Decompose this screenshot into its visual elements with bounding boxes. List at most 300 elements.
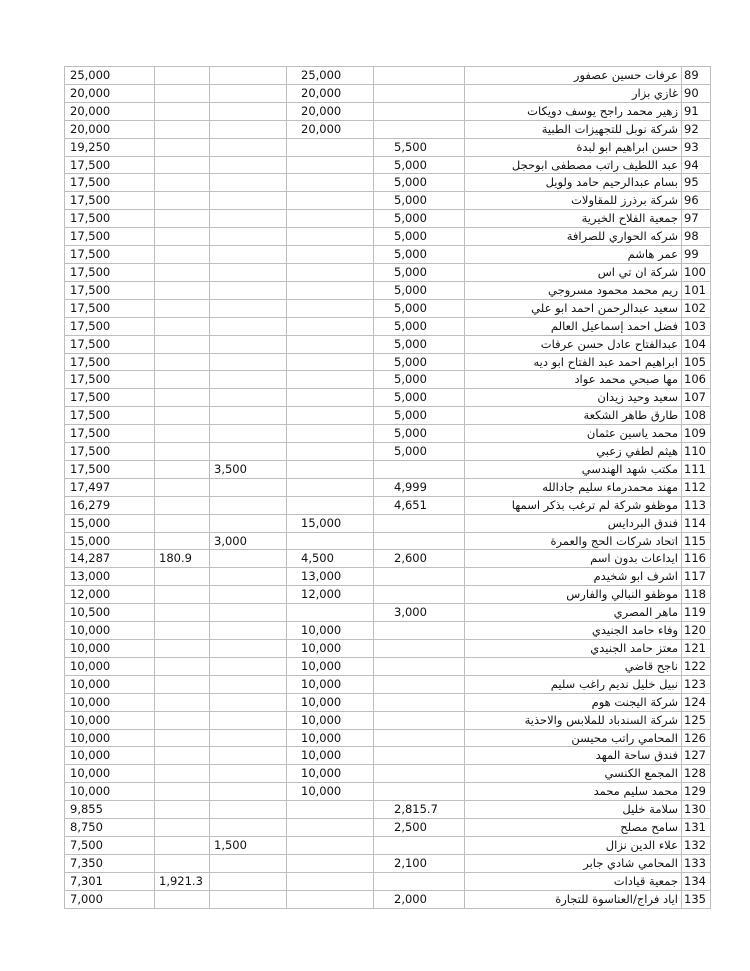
column-d-cell bbox=[155, 389, 210, 407]
total-amount-cell: 20,000 bbox=[65, 102, 155, 120]
table-row bbox=[65, 854, 711, 872]
donor-name-cell: زهير محمد راجح يوسف دويكات bbox=[465, 102, 682, 120]
donor-name-cell: ريم محمد محمود مسروجي bbox=[465, 281, 682, 299]
column-a-cell: 2,500 bbox=[374, 819, 465, 837]
column-d-cell bbox=[155, 335, 210, 353]
column-b-cell bbox=[287, 246, 374, 264]
column-a-cell bbox=[374, 622, 465, 640]
column-b-cell bbox=[287, 263, 374, 281]
column-d-cell bbox=[155, 353, 210, 371]
column-d-cell bbox=[155, 317, 210, 335]
column-d-cell bbox=[155, 460, 210, 478]
column-b-cell bbox=[287, 317, 374, 335]
row-number-cell: 125 bbox=[682, 711, 711, 729]
column-a-cell: 5,000 bbox=[374, 156, 465, 174]
column-d-cell bbox=[155, 890, 210, 908]
column-c-cell bbox=[210, 425, 287, 443]
table-row bbox=[65, 174, 711, 192]
donor-name-cell: حسن ابراهيم ابو لبدة bbox=[465, 138, 682, 156]
row-number-cell: 114 bbox=[682, 514, 711, 532]
total-amount-cell: 17,500 bbox=[65, 389, 155, 407]
column-b-cell bbox=[287, 604, 374, 622]
row-number-cell: 90 bbox=[682, 84, 711, 102]
column-c-cell bbox=[210, 478, 287, 496]
table-row bbox=[65, 872, 711, 890]
column-c-cell bbox=[210, 407, 287, 425]
row-number-cell: 121 bbox=[682, 640, 711, 658]
table-row bbox=[65, 246, 711, 264]
row-number-cell: 127 bbox=[682, 747, 711, 765]
column-b-cell: 12,000 bbox=[287, 586, 374, 604]
donor-name-cell: غازي بزار bbox=[465, 84, 682, 102]
column-b-cell: 20,000 bbox=[287, 120, 374, 138]
donor-name-cell: سعيد وحيد زيدان bbox=[465, 389, 682, 407]
column-c-cell bbox=[210, 586, 287, 604]
table-row bbox=[65, 532, 711, 550]
column-a-cell: 2,000 bbox=[374, 890, 465, 908]
column-a-cell bbox=[374, 836, 465, 854]
total-amount-cell: 17,500 bbox=[65, 353, 155, 371]
donor-name-cell: موظفو النبالي والفارس bbox=[465, 586, 682, 604]
donor-name-cell: ناجح قاضي bbox=[465, 657, 682, 675]
column-a-cell bbox=[374, 729, 465, 747]
column-b-cell bbox=[287, 532, 374, 550]
row-number-cell: 99 bbox=[682, 246, 711, 264]
column-a-cell: 5,000 bbox=[374, 210, 465, 228]
column-b-cell bbox=[287, 174, 374, 192]
column-a-cell bbox=[374, 640, 465, 658]
row-number-cell: 131 bbox=[682, 819, 711, 837]
donor-name-cell: ماهر المصري bbox=[465, 604, 682, 622]
column-c-cell bbox=[210, 174, 287, 192]
column-b-cell: 13,000 bbox=[287, 568, 374, 586]
column-a-cell: 5,000 bbox=[374, 353, 465, 371]
donor-name-cell: المحامي راتب محيسن bbox=[465, 729, 682, 747]
total-amount-cell: 25,000 bbox=[65, 67, 155, 85]
donor-name-cell: مها صبحي محمد عواد bbox=[465, 371, 682, 389]
donor-name-cell: جمعية الفلاح الخيرية bbox=[465, 210, 682, 228]
table-row bbox=[65, 496, 711, 514]
donor-name-cell: بسام عبدالرحيم حامد ولويل bbox=[465, 174, 682, 192]
donor-name-cell: ايداعات بدون اسم bbox=[465, 550, 682, 568]
column-d-cell bbox=[155, 586, 210, 604]
column-d-cell bbox=[155, 299, 210, 317]
column-d-cell bbox=[155, 747, 210, 765]
column-b-cell bbox=[287, 371, 374, 389]
table-row bbox=[65, 460, 711, 478]
column-c-cell bbox=[210, 622, 287, 640]
donor-name-cell: علاء الدين نزال bbox=[465, 836, 682, 854]
column-d-cell bbox=[155, 263, 210, 281]
donor-name-cell: شركة السندباد للملابس والاحذية bbox=[465, 711, 682, 729]
table-row bbox=[65, 640, 711, 658]
row-number-cell: 111 bbox=[682, 460, 711, 478]
donor-name-cell: هيثم لطفي زعبي bbox=[465, 443, 682, 461]
column-a-cell: 5,000 bbox=[374, 335, 465, 353]
table-row bbox=[65, 299, 711, 317]
column-b-cell: 10,000 bbox=[287, 711, 374, 729]
row-number-cell: 123 bbox=[682, 675, 711, 693]
total-amount-cell: 17,500 bbox=[65, 210, 155, 228]
total-amount-cell: 10,000 bbox=[65, 765, 155, 783]
row-number-cell: 104 bbox=[682, 335, 711, 353]
table-row bbox=[65, 765, 711, 783]
column-b-cell: 4,500 bbox=[287, 550, 374, 568]
column-a-cell bbox=[374, 84, 465, 102]
column-d-cell bbox=[155, 836, 210, 854]
column-c-cell bbox=[210, 854, 287, 872]
total-amount-cell: 17,500 bbox=[65, 156, 155, 174]
column-d-cell bbox=[155, 174, 210, 192]
total-amount-cell: 17,500 bbox=[65, 246, 155, 264]
column-b-cell bbox=[287, 872, 374, 890]
row-number-cell: 96 bbox=[682, 192, 711, 210]
donor-name-cell: مهند محمدرماء سليم جادالله bbox=[465, 478, 682, 496]
column-a-cell bbox=[374, 102, 465, 120]
column-d-cell bbox=[155, 729, 210, 747]
column-a-cell: 5,000 bbox=[374, 299, 465, 317]
column-c-cell bbox=[210, 765, 287, 783]
donor-name-cell: المحامي شادي جابر bbox=[465, 854, 682, 872]
table-row bbox=[65, 353, 711, 371]
total-amount-cell: 17,500 bbox=[65, 263, 155, 281]
donor-name-cell: موظفو شركة لم ترغب بذكر اسمها bbox=[465, 496, 682, 514]
column-d-cell bbox=[155, 675, 210, 693]
row-number-cell: 102 bbox=[682, 299, 711, 317]
column-c-cell bbox=[210, 263, 287, 281]
column-d-cell bbox=[155, 568, 210, 586]
table-row bbox=[65, 657, 711, 675]
row-number-cell: 120 bbox=[682, 622, 711, 640]
column-c-cell bbox=[210, 711, 287, 729]
total-amount-cell: 10,000 bbox=[65, 729, 155, 747]
table-row bbox=[65, 711, 711, 729]
total-amount-cell: 17,500 bbox=[65, 174, 155, 192]
donor-name-cell: المجمع الكنسي bbox=[465, 765, 682, 783]
total-amount-cell: 10,000 bbox=[65, 640, 155, 658]
total-amount-cell: 15,000 bbox=[65, 532, 155, 550]
row-number-cell: 100 bbox=[682, 263, 711, 281]
column-a-cell: 5,000 bbox=[374, 281, 465, 299]
donor-name-cell: شركة ان تي اس bbox=[465, 263, 682, 281]
row-number-cell: 94 bbox=[682, 156, 711, 174]
total-amount-cell: 14,287 bbox=[65, 550, 155, 568]
column-d-cell bbox=[155, 84, 210, 102]
donor-name-cell: عرفات حسين عصفور bbox=[465, 67, 682, 85]
column-d-cell bbox=[155, 156, 210, 174]
row-number-cell: 110 bbox=[682, 443, 711, 461]
row-number-cell: 97 bbox=[682, 210, 711, 228]
column-d-cell bbox=[155, 478, 210, 496]
donor-name-cell: نبيل خليل نديم راغب سليم bbox=[465, 675, 682, 693]
column-a-cell: 5,000 bbox=[374, 192, 465, 210]
column-a-cell bbox=[374, 872, 465, 890]
table-row bbox=[65, 102, 711, 120]
total-amount-cell: 17,500 bbox=[65, 425, 155, 443]
column-c-cell bbox=[210, 872, 287, 890]
column-a-cell: 2,815.7 bbox=[374, 801, 465, 819]
table-row bbox=[65, 550, 711, 568]
donor-name-cell: اتحاد شركات الحج والعمرة bbox=[465, 532, 682, 550]
table-row bbox=[65, 371, 711, 389]
row-number-cell: 103 bbox=[682, 317, 711, 335]
table-row bbox=[65, 407, 711, 425]
donor-name-cell: شركه الحواري للصرافة bbox=[465, 228, 682, 246]
donor-name-cell: ابراهيم احمد عبد الفتاح ابو ديه bbox=[465, 353, 682, 371]
column-a-cell: 5,000 bbox=[374, 174, 465, 192]
row-number-cell: 112 bbox=[682, 478, 711, 496]
donor-name-cell: شركة اليجنت هوم bbox=[465, 693, 682, 711]
table-row bbox=[65, 586, 711, 604]
column-a-cell: 5,000 bbox=[374, 246, 465, 264]
column-d-cell bbox=[155, 192, 210, 210]
column-c-cell bbox=[210, 747, 287, 765]
total-amount-cell: 10,500 bbox=[65, 604, 155, 622]
total-amount-cell: 8,750 bbox=[65, 819, 155, 837]
total-amount-cell: 10,000 bbox=[65, 622, 155, 640]
donor-name-cell: شركة برذرز للمقاولات bbox=[465, 192, 682, 210]
donor-name-cell: معتز حامد الجنيدي bbox=[465, 640, 682, 658]
column-b-cell: 20,000 bbox=[287, 102, 374, 120]
total-amount-cell: 17,500 bbox=[65, 407, 155, 425]
table-row bbox=[65, 443, 711, 461]
total-amount-cell: 17,500 bbox=[65, 299, 155, 317]
table-row bbox=[65, 568, 711, 586]
column-c-cell bbox=[210, 550, 287, 568]
column-a-cell: 5,000 bbox=[374, 263, 465, 281]
column-a-cell: 3,000 bbox=[374, 604, 465, 622]
column-d-cell bbox=[155, 407, 210, 425]
column-a-cell bbox=[374, 783, 465, 801]
donor-name-cell: عبد اللطيف راتب مصطفى ابوحجل bbox=[465, 156, 682, 174]
column-c-cell bbox=[210, 281, 287, 299]
column-d-cell bbox=[155, 604, 210, 622]
column-c-cell bbox=[210, 335, 287, 353]
total-amount-cell: 17,500 bbox=[65, 443, 155, 461]
column-b-cell bbox=[287, 836, 374, 854]
column-b-cell: 10,000 bbox=[287, 747, 374, 765]
table-row bbox=[65, 210, 711, 228]
column-c-cell bbox=[210, 568, 287, 586]
column-c-cell bbox=[210, 496, 287, 514]
column-d-cell bbox=[155, 102, 210, 120]
total-amount-cell: 17,500 bbox=[65, 192, 155, 210]
column-b-cell bbox=[287, 156, 374, 174]
column-d-cell bbox=[155, 425, 210, 443]
donor-name-cell: فندق ساحة المهد bbox=[465, 747, 682, 765]
table-row bbox=[65, 836, 711, 854]
column-b-cell bbox=[287, 460, 374, 478]
column-b-cell: 10,000 bbox=[287, 765, 374, 783]
row-number-cell: 122 bbox=[682, 657, 711, 675]
column-c-cell bbox=[210, 729, 287, 747]
column-c-cell bbox=[210, 120, 287, 138]
column-b-cell: 10,000 bbox=[287, 657, 374, 675]
row-number-cell: 118 bbox=[682, 586, 711, 604]
column-d-cell bbox=[155, 443, 210, 461]
column-b-cell bbox=[287, 335, 374, 353]
column-a-cell bbox=[374, 120, 465, 138]
row-number-cell: 115 bbox=[682, 532, 711, 550]
column-a-cell bbox=[374, 765, 465, 783]
total-amount-cell: 15,000 bbox=[65, 514, 155, 532]
column-c-cell bbox=[210, 389, 287, 407]
column-d-cell bbox=[155, 640, 210, 658]
total-amount-cell: 17,500 bbox=[65, 228, 155, 246]
row-number-cell: 105 bbox=[682, 353, 711, 371]
row-number-cell: 113 bbox=[682, 496, 711, 514]
donor-name-cell: شركة نوبل للتجهيزات الطبية bbox=[465, 120, 682, 138]
column-b-cell: 15,000 bbox=[287, 514, 374, 532]
row-number-cell: 92 bbox=[682, 120, 711, 138]
column-b-cell bbox=[287, 425, 374, 443]
total-amount-cell: 7,350 bbox=[65, 854, 155, 872]
column-d-cell bbox=[155, 765, 210, 783]
column-a-cell bbox=[374, 675, 465, 693]
column-b-cell bbox=[287, 281, 374, 299]
table-row bbox=[65, 425, 711, 443]
donor-name-cell: طارق طاهر الشكعة bbox=[465, 407, 682, 425]
column-c-cell bbox=[210, 246, 287, 264]
column-a-cell bbox=[374, 532, 465, 550]
column-b-cell bbox=[287, 353, 374, 371]
column-a-cell: 5,000 bbox=[374, 389, 465, 407]
total-amount-cell: 17,500 bbox=[65, 281, 155, 299]
table-row bbox=[65, 156, 711, 174]
donations-table-body bbox=[65, 67, 711, 909]
row-number-cell: 133 bbox=[682, 854, 711, 872]
column-d-cell: 1,921.3 bbox=[155, 872, 210, 890]
column-a-cell: 5,000 bbox=[374, 228, 465, 246]
table-row bbox=[65, 138, 711, 156]
total-amount-cell: 10,000 bbox=[65, 711, 155, 729]
column-c-cell bbox=[210, 801, 287, 819]
column-d-cell bbox=[155, 514, 210, 532]
column-a-cell: 2,100 bbox=[374, 854, 465, 872]
table-row bbox=[65, 729, 711, 747]
table-row bbox=[65, 747, 711, 765]
total-amount-cell: 17,500 bbox=[65, 335, 155, 353]
column-d-cell bbox=[155, 228, 210, 246]
column-d-cell: 180.9 bbox=[155, 550, 210, 568]
table-row bbox=[65, 514, 711, 532]
total-amount-cell: 16,279 bbox=[65, 496, 155, 514]
row-number-cell: 126 bbox=[682, 729, 711, 747]
table-row bbox=[65, 675, 711, 693]
column-c-cell bbox=[210, 443, 287, 461]
column-b-cell: 10,000 bbox=[287, 622, 374, 640]
column-a-cell bbox=[374, 657, 465, 675]
column-c-cell bbox=[210, 657, 287, 675]
column-b-cell: 25,000 bbox=[287, 67, 374, 85]
column-b-cell bbox=[287, 496, 374, 514]
column-b-cell bbox=[287, 407, 374, 425]
column-b-cell bbox=[287, 443, 374, 461]
column-a-cell: 5,500 bbox=[374, 138, 465, 156]
total-amount-cell: 20,000 bbox=[65, 120, 155, 138]
donor-name-cell: وفاء حامد الجنيدي bbox=[465, 622, 682, 640]
total-amount-cell: 9,855 bbox=[65, 801, 155, 819]
total-amount-cell: 19,250 bbox=[65, 138, 155, 156]
donor-name-cell: اياد فراج/العناسوة للتجارة bbox=[465, 890, 682, 908]
total-amount-cell: 17,500 bbox=[65, 460, 155, 478]
column-a-cell: 5,000 bbox=[374, 317, 465, 335]
row-number-cell: 117 bbox=[682, 568, 711, 586]
donor-name-cell: فضل احمد إسماعيل العالم bbox=[465, 317, 682, 335]
column-c-cell bbox=[210, 67, 287, 85]
total-amount-cell: 10,000 bbox=[65, 675, 155, 693]
column-d-cell bbox=[155, 711, 210, 729]
table-row bbox=[65, 819, 711, 837]
column-a-cell bbox=[374, 568, 465, 586]
column-b-cell bbox=[287, 138, 374, 156]
table-row bbox=[65, 281, 711, 299]
column-d-cell bbox=[155, 819, 210, 837]
donor-name-cell: فندق البردايس bbox=[465, 514, 682, 532]
column-c-cell bbox=[210, 675, 287, 693]
column-b-cell: 20,000 bbox=[287, 84, 374, 102]
column-a-cell bbox=[374, 747, 465, 765]
column-d-cell bbox=[155, 622, 210, 640]
total-amount-cell: 10,000 bbox=[65, 783, 155, 801]
column-a-cell bbox=[374, 460, 465, 478]
total-amount-cell: 12,000 bbox=[65, 586, 155, 604]
column-c-cell bbox=[210, 299, 287, 317]
column-d-cell bbox=[155, 281, 210, 299]
column-d-cell bbox=[155, 210, 210, 228]
row-number-cell: 128 bbox=[682, 765, 711, 783]
donor-name-cell: اشرف ابو شخيدم bbox=[465, 568, 682, 586]
column-d-cell bbox=[155, 371, 210, 389]
row-number-cell: 130 bbox=[682, 801, 711, 819]
donor-name-cell: عبدالفتاح عادل حسن عرفات bbox=[465, 335, 682, 353]
column-c-cell bbox=[210, 228, 287, 246]
table-row bbox=[65, 228, 711, 246]
donor-name-cell: سلامة خليل bbox=[465, 801, 682, 819]
table-row bbox=[65, 801, 711, 819]
column-d-cell bbox=[155, 657, 210, 675]
column-c-cell bbox=[210, 84, 287, 102]
row-number-cell: 129 bbox=[682, 783, 711, 801]
total-amount-cell: 17,500 bbox=[65, 371, 155, 389]
column-d-cell bbox=[155, 120, 210, 138]
column-a-cell: 4,999 bbox=[374, 478, 465, 496]
column-b-cell bbox=[287, 299, 374, 317]
table-row bbox=[65, 317, 711, 335]
total-amount-cell: 7,000 bbox=[65, 890, 155, 908]
column-c-cell: 1,500 bbox=[210, 836, 287, 854]
column-c-cell bbox=[210, 353, 287, 371]
column-b-cell bbox=[287, 854, 374, 872]
column-a-cell bbox=[374, 67, 465, 85]
column-b-cell: 10,000 bbox=[287, 729, 374, 747]
row-number-cell: 109 bbox=[682, 425, 711, 443]
column-b-cell bbox=[287, 192, 374, 210]
column-c-cell bbox=[210, 604, 287, 622]
donor-name-cell: محمد ياسين عثمان bbox=[465, 425, 682, 443]
column-d-cell bbox=[155, 246, 210, 264]
column-d-cell bbox=[155, 783, 210, 801]
column-b-cell bbox=[287, 478, 374, 496]
row-number-cell: 134 bbox=[682, 872, 711, 890]
total-amount-cell: 10,000 bbox=[65, 693, 155, 711]
column-c-cell bbox=[210, 693, 287, 711]
row-number-cell: 116 bbox=[682, 550, 711, 568]
table-row bbox=[65, 693, 711, 711]
donor-name-cell: سامح مصلح bbox=[465, 819, 682, 837]
column-b-cell bbox=[287, 389, 374, 407]
table-row bbox=[65, 478, 711, 496]
